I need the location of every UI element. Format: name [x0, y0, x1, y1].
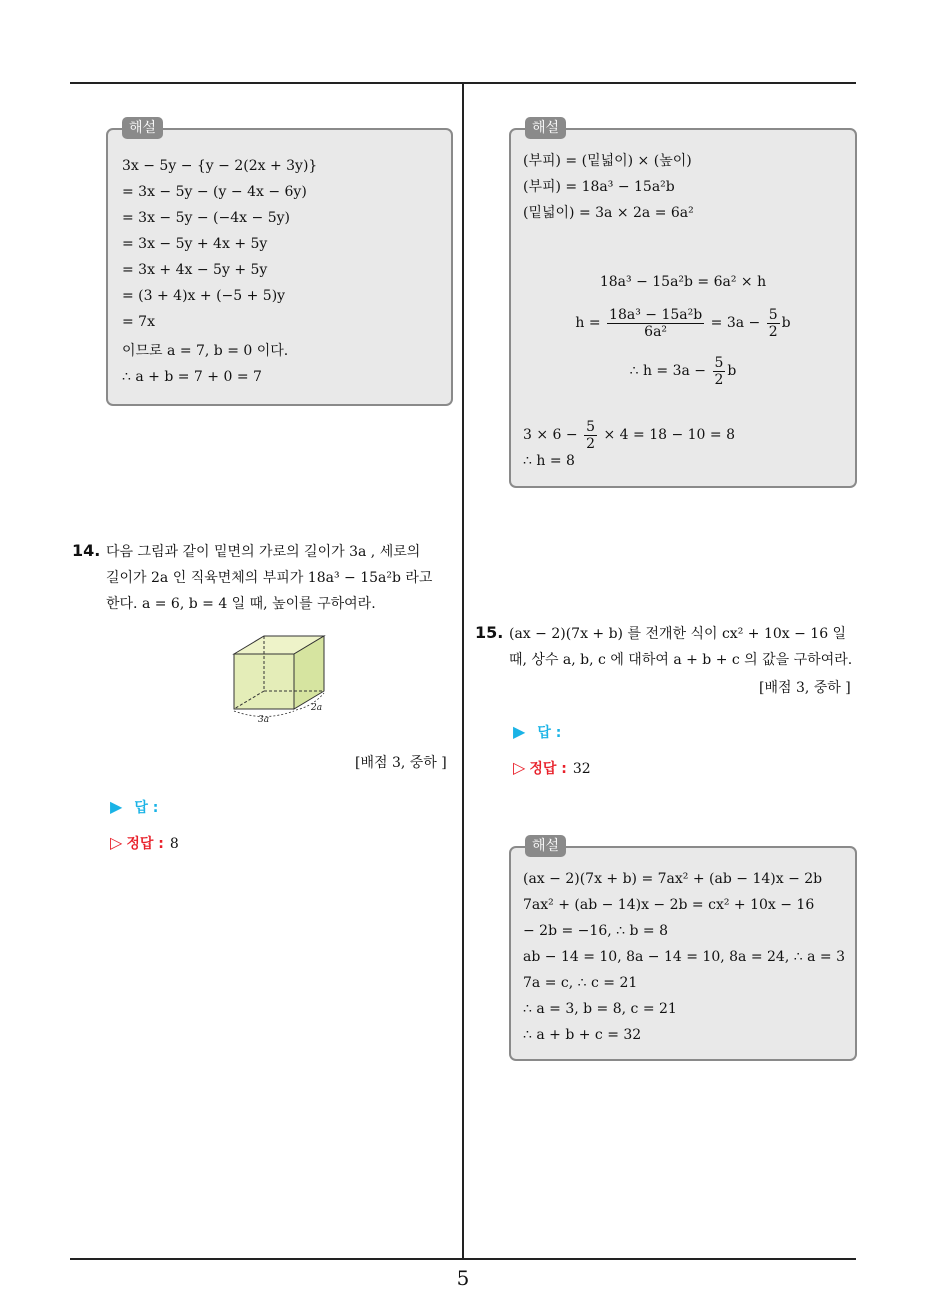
- question-text: 때, 상수 a, b, c 에 대하여 a + b + c 의 값을 구하여라.: [509, 652, 853, 668]
- solution-line: = 3x − 5y + 4x + 5y: [122, 236, 268, 252]
- triangle-filled-icon: ▶: [110, 797, 123, 816]
- solution-line: = (3 + 4)x + (−5 + 5)y: [122, 288, 286, 304]
- solution-final: ∴ h = 8: [523, 453, 575, 469]
- correct-answer-row: [513, 758, 591, 778]
- solution-line: = 3x + 4x − 5y + 5y: [122, 262, 268, 278]
- triangle-outline-icon: ▷: [110, 833, 123, 852]
- solution-line: (부피) = 18a³ − 15a²b: [523, 179, 675, 195]
- solution-line: ∴ a + b + c = 32: [523, 1027, 642, 1043]
- answer-label: 답 :: [537, 725, 562, 741]
- solution-line: 7a = c, ∴ c = 21: [523, 975, 638, 991]
- question-text: 다음 그림과 같이 밑면의 가로의 길이가 3a , 세로의: [106, 544, 421, 560]
- figure-label-width: 3a: [258, 715, 270, 725]
- correct-answer-label: 정답 :: [529, 761, 567, 777]
- solution-line: = 3x − 5y − (y − 4x − 6y): [122, 184, 307, 200]
- equation-volume: 18a³ − 15a²b = 6a² × h: [599, 274, 767, 290]
- correct-answer-value: 8: [169, 836, 179, 852]
- solution-line: = 3x − 5y − (−4x − 5y): [122, 210, 290, 226]
- solution-line: = 7x: [122, 314, 155, 330]
- solution-line: (부피) = (밑넓이) × (높이): [523, 153, 692, 169]
- column-divider: [462, 83, 464, 1258]
- answer-row: [110, 797, 158, 817]
- correct-answer-row: [110, 833, 179, 853]
- solution-box-13: [106, 120, 453, 406]
- question-text: (ax − 2)(7x + b) 를 전개한 식이 cx² + 10x − 16 일: [509, 626, 847, 642]
- fraction: $\frac{\text{18a³ − 15a²b}}{\text{6a²}}$: [609, 306, 703, 340]
- solution-line: ab − 14 = 10, 8a − 14 = 10, 8a = 24, ∴ a = 3: [523, 949, 845, 965]
- solution-line: (ax − 2)(7x + b) = 7ax² + (ab − 14)x − 2b: [523, 871, 823, 887]
- solution-line: − 2b = −16, ∴ b = 8: [523, 923, 668, 939]
- figure-label-depth: 2a: [311, 703, 323, 713]
- solution-box-15: [509, 838, 857, 1061]
- page-number: 5: [456, 1266, 470, 1290]
- question-text: 한다. a = 6, b = 4 일 때, 높이를 구하여라.: [106, 596, 376, 612]
- equation-substitution: 3 × 6 − $\frac{5}{2}$ × 4 = 18 − 10 = 8: [523, 418, 735, 452]
- solution-line: (밑넓이) = 3a × 2a = 6a²: [523, 205, 694, 221]
- equation-height: h = $\frac{\text{18a³ − 15a²b}}{\text{6a²}}$ = 3a − $\frac{5}{2}$ b: [575, 306, 791, 340]
- solution-line: ∴ a = 3, b = 8, c = 21: [523, 1001, 677, 1017]
- fraction: $\frac{5}{2}$: [714, 354, 724, 388]
- solution-badge: 해설: [525, 117, 566, 139]
- solution-line: 7ax² + (ab − 14)x − 2b = cx² + 10x − 16: [523, 897, 815, 913]
- answer-label: 답 :: [134, 800, 159, 816]
- score-label: [배점 3, 중하 ]: [759, 680, 851, 696]
- solution-line: ∴ a + b = 7 + 0 = 7: [122, 369, 262, 385]
- fraction: $\frac{5}{2}$: [586, 418, 596, 452]
- solution-badge: 해설: [122, 117, 163, 139]
- question-number-14: 14.: [72, 541, 101, 560]
- question-text: 길이가 2a 인 직육면체의 부피가 18a³ − 15a²b 라고: [106, 570, 433, 586]
- score-label: [배점 3, 중하 ]: [355, 755, 447, 771]
- bottom-rule: [70, 1258, 856, 1260]
- cuboid-figure: [225, 630, 340, 725]
- solution-line: 3x − 5y − {y − 2(2x + 3y)}: [122, 158, 318, 174]
- answer-row: [513, 722, 561, 742]
- question-number-15: 15.: [475, 623, 504, 642]
- solution-line: 이므로 a = 7, b = 0 이다.: [122, 343, 289, 359]
- triangle-outline-icon: ▷: [513, 758, 526, 777]
- solution-box-14: [509, 120, 857, 488]
- solution-badge: 해설: [525, 835, 566, 857]
- fraction: $\frac{5}{2}$: [768, 306, 778, 340]
- equation-result: ∴ h = 3a − $\frac{5}{2}$ b: [629, 354, 737, 388]
- correct-answer-label: 정답 :: [126, 836, 164, 852]
- triangle-filled-icon: ▶: [513, 722, 526, 741]
- correct-answer-value: 32: [572, 761, 591, 777]
